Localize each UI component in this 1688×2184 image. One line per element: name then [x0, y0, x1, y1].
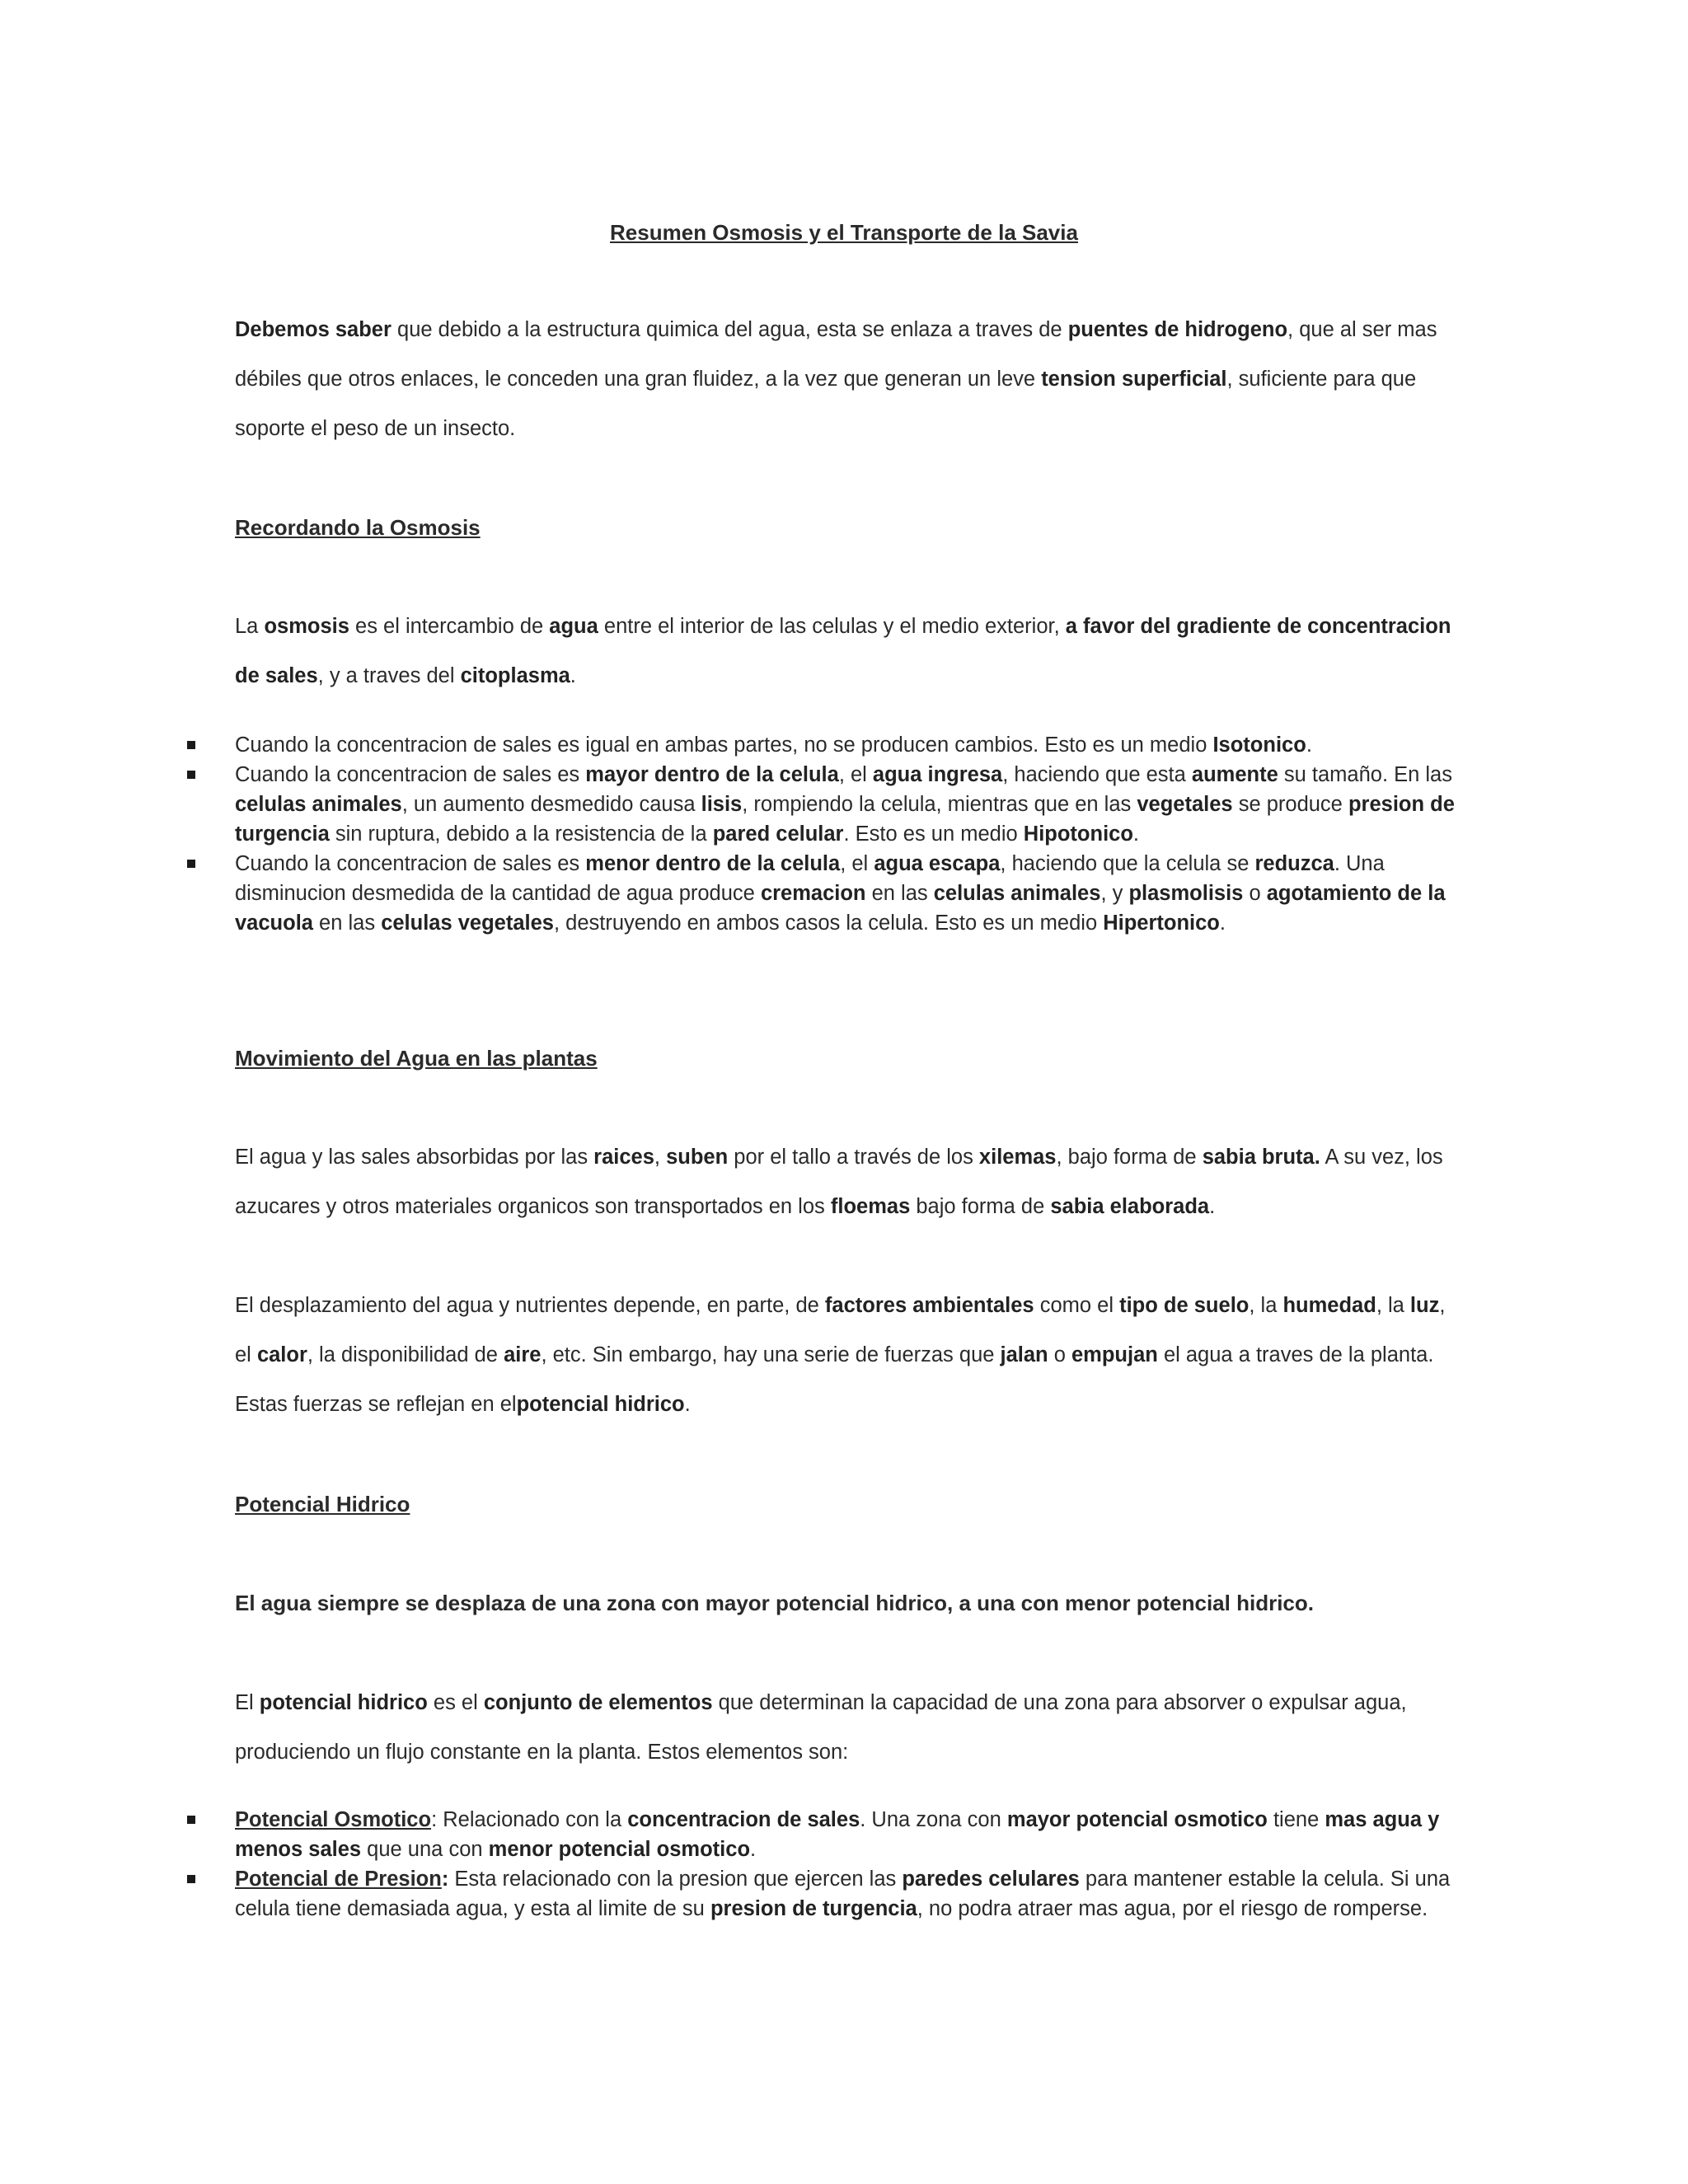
square-bullet-icon [187, 1816, 195, 1824]
potencial-bullet-list [235, 1805, 1463, 1924]
list-item: Potencial Osmotico: Relacionado con la concentracion de sales. Una zona con mayor potencial osmotico tiene mas agua y menos sales que una con menor potencial osmotico. [235, 1805, 1463, 1864]
section-heading-osmosis: Recordando la Osmosis [235, 515, 481, 540]
osmosis-paragraph: La osmosis es el intercambio de agua entre el interior de las celulas y el medio exterior, a favor del gradiente de concentracion de sales, y a traves del citoplasma. [235, 615, 1451, 687]
bold-text: tension superficial [1041, 368, 1227, 391]
movimiento-paragraph-2: El desplazamiento del agua y nutrientes depende, en parte, de factores ambientales como el tipo de suelo, la humedad, la luz, el calor, la disponibilidad de aire, etc. Sin embargo, hay una serie de fuerzas que jalan o empujan el agua a traves de la planta. Estas fuerzas se reflejan en elpotencial hidrico. [235, 1294, 1446, 1416]
square-bullet-icon [187, 860, 195, 868]
bold-text: Debemos saber [235, 318, 392, 341]
intro-paragraph: Debemos saber que debido a la estructura quimica del agua, esta se enlaza a traves de puentes de hidrogeno, que al ser mas débiles que otros enlaces, le conceden una gran fluidez, a la vez que generan un leve tension superficial, suficiente para que soporte el peso de un insecto. [235, 318, 1437, 440]
bold-text: puentes de hidrogeno [1067, 318, 1288, 341]
square-bullet-icon [187, 1875, 195, 1883]
section-heading-movimiento: Movimiento del Agua en las plantas [235, 1046, 598, 1071]
square-bullet-icon [187, 771, 195, 779]
osmosis-bullet-list [235, 730, 1463, 938]
list-item: Cuando la concentracion de sales es igual en ambas partes, no se producen cambios. Esto es un medio Isotonico. [235, 730, 1463, 760]
key-statement: El agua siempre se desplaza de una zona con mayor potencial hidrico, a una con menor potencial hidrico. [235, 1591, 1314, 1615]
list-item: Cuando la concentracion de sales es menor dentro de la celula, el agua escapa, haciendo que la celula se reduzca. Una disminucion desmedida de la cantidad de agua produce cremacion en las celulas animales, y plasmolisis o agotamiento de la vacuola en las celulas vegetales, destruyendo en ambos casos la celula. Esto es un medio Hipertonico. [235, 849, 1463, 938]
section-heading-potencial: Potencial Hidrico [235, 1492, 410, 1516]
list-item: Potencial de Presion: Esta relacionado con la presion que ejercen las paredes celulares para mantener estable la celula. Si una celula tiene demasiada agua, y esta al limite de su presion de turgencia, no podra atraer mas agua, por el riesgo de romperse. [235, 1864, 1463, 1924]
potencial-paragraph: El potencial hidrico es el conjunto de elementos que determinan la capacidad de una zona para absorver o expulsar agua, produciendo un flujo constante en la planta. Estos elementos son: [235, 1691, 1407, 1764]
document-title: Resumen Osmosis y el Transporte de la Savia [610, 220, 1078, 245]
square-bullet-icon [187, 741, 195, 749]
list-item: Cuando la concentracion de sales es mayor dentro de la celula, el agua ingresa, haciendo que esta aumente su tamaño. En las celulas animales, un aumento desmedido causa lisis, rompiendo la celula, mientras que en las vegetales se produce presion de turgencia sin ruptura, debido a la resistencia de la pared celular. Esto es un medio Hipotonico. [235, 760, 1463, 849]
movimiento-paragraph-1: El agua y las sales absorbidas por las raices, suben por el tallo a través de los xilemas, bajo forma de sabia bruta. A su vez, los azucares y otros materiales organicos son transportados en los floemas bajo forma de sabia elaborada. [235, 1146, 1443, 1218]
